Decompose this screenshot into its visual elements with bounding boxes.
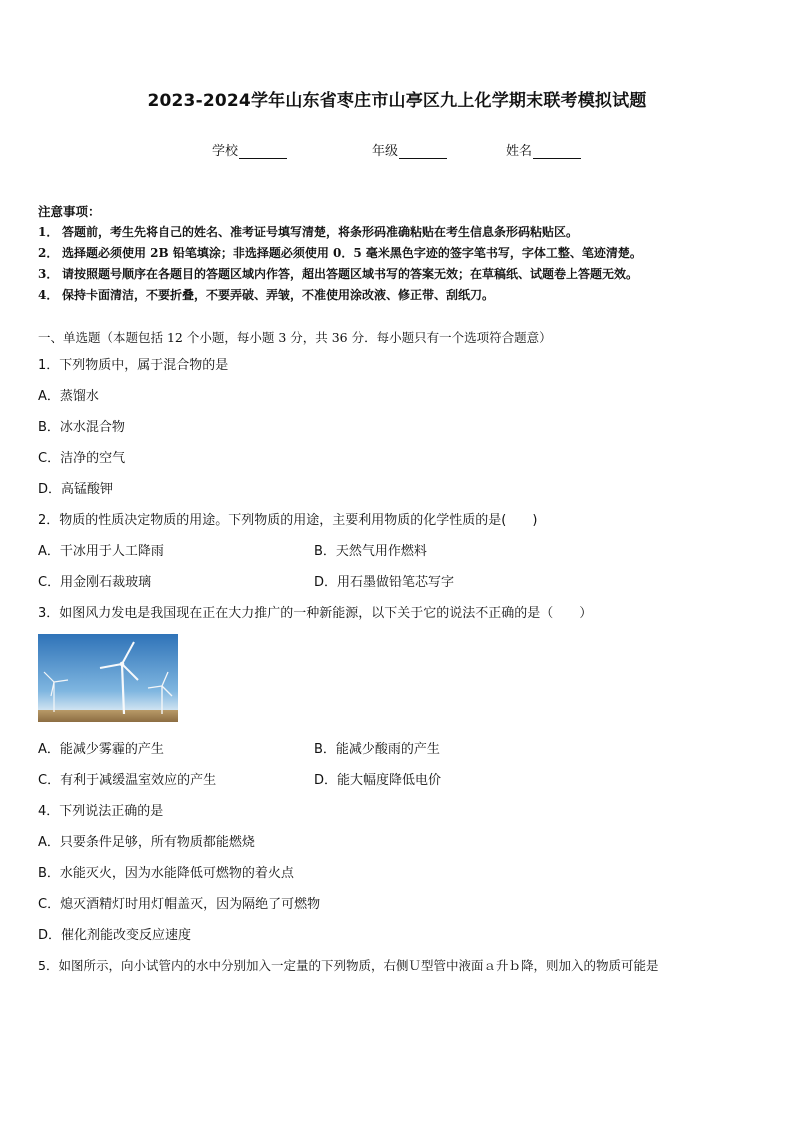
option[interactable]: D．高锰酸钾 — [38, 482, 114, 497]
name-field — [506, 140, 581, 159]
note-text: 选择题必须使用 2B 铅笔填涂；非选择题必须使用 0．5 毫米黑色字迹的签字笔书写，字体工整、笔迹清楚。 — [62, 246, 642, 260]
note-number: 3． — [38, 267, 59, 281]
school-field — [212, 140, 287, 159]
option[interactable]: B．能减少酸雨的产生 — [314, 742, 440, 757]
option[interactable]: C．熄灭酒精灯时用灯帽盖灭，因为隔绝了可燃物 — [38, 897, 321, 912]
note-item — [38, 223, 578, 240]
question-1-stem: 1．下列物质中，属于混合物的是 — [38, 358, 229, 373]
grade-field — [372, 140, 447, 159]
section-heading: 一、单选题（本题包括 12 个小题，每小题 3 分，共 36 分．每小题只有一个选项符合题意） — [38, 330, 552, 345]
grade-blank[interactable] — [399, 146, 447, 159]
option[interactable]: A．能减少雾霾的产生 — [38, 742, 164, 757]
wind-turbines-photo — [38, 634, 178, 722]
note-number: 4． — [38, 288, 59, 302]
option[interactable]: A．只要条件足够，所有物质都能燃烧 — [38, 835, 255, 850]
option[interactable]: C．用金刚石裁玻璃 — [38, 575, 152, 590]
option[interactable]: B．天然气用作燃料 — [314, 544, 427, 559]
question-3-stem: 3．如图风力发电是我国现在正在大力推广的一种新能源，以下关于它的说法不正确的是（ ） — [38, 606, 593, 621]
option[interactable]: D．催化剂能改变反应速度 — [38, 928, 192, 943]
note-item — [38, 286, 494, 303]
option[interactable]: A．蒸馏水 — [38, 389, 99, 404]
notes-heading: 注意事项： — [38, 204, 101, 219]
option[interactable]: D．能大幅度降低电价 — [314, 773, 442, 788]
question-2-stem: 2．物质的性质决定物质的用途。下列物质的用途，主要利用物质的化学性质的是( ) — [38, 513, 538, 528]
option[interactable]: B．冰水混合物 — [38, 420, 125, 435]
option[interactable]: B．水能灭火，因为水能降低可燃物的着火点 — [38, 866, 294, 881]
note-number: 1． — [38, 225, 59, 239]
note-text: 请按照题号顺序在各题目的答题区域内作答，超出答题区域书写的答案无效；在草稿纸、试题卷上答题无效。 — [62, 267, 639, 281]
option[interactable]: C．有利于减缓温室效应的产生 — [38, 773, 217, 788]
page-title: 2023-2024学年山东省枣庄市山亭区九上化学期末联考模拟试题 — [147, 91, 647, 111]
grade-label: 年级 — [372, 144, 399, 159]
question-4-stem: 4．下列说法正确的是 — [38, 804, 164, 819]
note-item — [38, 244, 642, 261]
note-number: 2． — [38, 246, 59, 260]
option[interactable]: D．用石墨做铅笔芯写字 — [314, 575, 455, 590]
question-5-stem: 5．如图所示，向小试管内的水中分别加入一定量的下列物质，右侧Ｕ型管中液面ａ升ｂ降，则加入的物质可能是 — [38, 958, 659, 973]
school-blank[interactable] — [239, 146, 287, 159]
note-text: 答题前，考生先将自己的姓名、准考证号填写清楚，将条形码准确粘贴在考生信息条形码粘贴区。 — [62, 225, 579, 239]
name-blank[interactable] — [533, 146, 581, 159]
note-text: 保持卡面清洁，不要折叠，不要弄破、弄皱，不准使用涂改液、修正带、刮纸刀。 — [62, 288, 495, 302]
name-label: 姓名 — [506, 144, 533, 159]
school-label: 学校 — [212, 144, 239, 159]
option[interactable]: A．干冰用于人工降雨 — [38, 544, 164, 559]
option[interactable]: C．洁净的空气 — [38, 451, 126, 466]
note-item — [38, 265, 638, 282]
